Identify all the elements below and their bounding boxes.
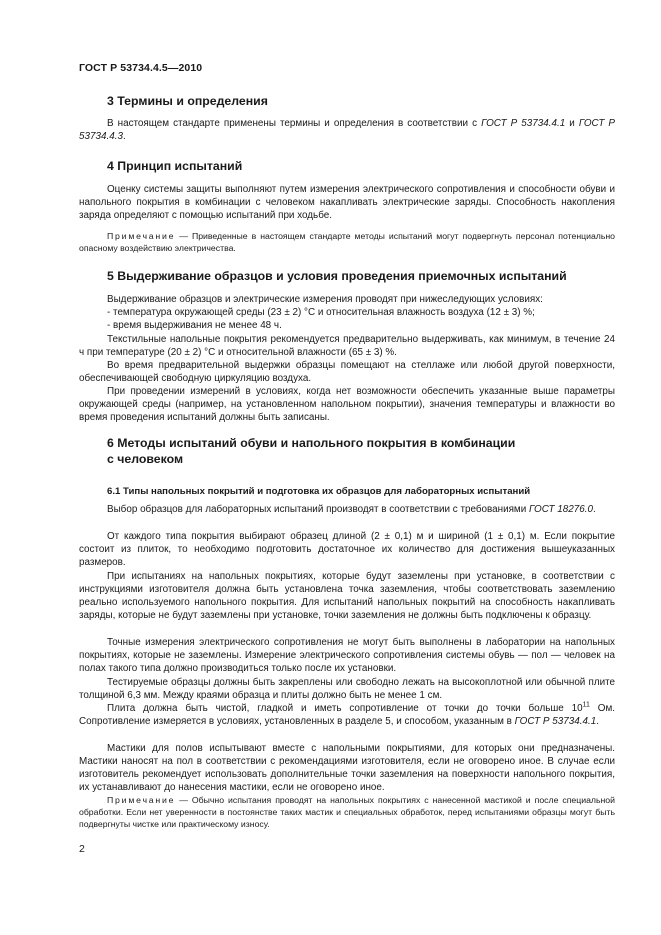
- subsection-6-1-paragraph-7: Мастики для полов испытывают вместе с напольными покрытиями, для которых они предназначены. Мастики наносят на пол в соответствии с рекомендациями изготовителя, если не оговорено иное. В случае если изготовитель рекомендует использовать дополнительные точки заземления на поверхности напольного покрытия, их устанавливают до нанесения мастики, если не оговорено иное.: [79, 743, 615, 794]
- subsection-6-1-paragraph-5: Тестируемые образцы должны быть закреплены или свободно лежать на высокоплотной или обычной плите толщиной 6,3 мм. Между краями образца и плиты должно быть не менее 1 см.: [79, 677, 615, 702]
- page-number: 2: [79, 843, 85, 855]
- section-4-heading: 4 Принцип испытаний: [107, 159, 243, 173]
- document-header: ГОСТ Р 53734.4.5—2010: [79, 62, 203, 74]
- section-3-text: В настоящем стандарте применены термины и определения в соответствии с ГОСТ Р 53734.4.1 и ГОСТ Р 53734.4.3.: [79, 118, 615, 143]
- section-5-paragraph-2: Текстильные напольные покрытия рекомендуется предварительно выдерживать, как минимум, в течение 24 ч при температуре (20 ± 2) °С и относительной влажности (65 ± 3) %.: [79, 334, 615, 359]
- section-5-list-item-2: - время выдерживания не менее 48 ч.: [107, 320, 282, 331]
- section-4-text: Оценку системы защиты выполняют путем измерения электрического сопротивления и способности обуви и напольного покрытия в комбинации с человеком накапливать электрические заряды. Способность накопления заряда определяют с помощью испытаний при ходьбе.: [79, 184, 615, 222]
- section-6-heading: 6 Методы испытаний обуви и напольного покрытия в комбинации с человеком: [107, 436, 516, 466]
- section-5-heading: 5 Выдерживание образцов и условия проведения приемочных испытаний: [107, 269, 567, 283]
- subsection-6-1-heading: 6.1 Типы напольных покрытий и подготовка их образцов для лабораторных испытаний: [107, 486, 531, 497]
- subsection-6-1-paragraph-3: При испытаниях на напольных покрытиях, которые будут заземлены при установке, в соответствии с инструкциями изготовителя должна быть установлена точка заземления, чтобы соответствовать заземлению реально используемого напольного покрытия. Для испытаний напольных покрытий на способность накапливать заряды, которые не будут заземлены при установке, точки заземления не должны быть подключены к образцу.: [79, 571, 615, 622]
- subsection-6-1-paragraph-2: От каждого типа покрытия выбирают образец длиной (2 ± 0,1) м и шириной (1 ± 0,1) м. Если покрытие состоит из плиток, то необходимо подготовить достаточное их количество для достижения вышеуказанных размеров.: [79, 531, 615, 569]
- subsection-6-1-paragraph-4: Точные измерения электрического сопротивления не могут быть выполнены в лаборатории на напольных покрытиях, которые не заземлены. Измерение электрического сопротивления системы обувь — пол — человек на полах такого типа должно производиться только после их установки.: [79, 637, 615, 675]
- subsection-6-1-paragraph-6: Плита должна быть чистой, гладкой и иметь сопротивление от точки до точки больше $10^{11}$ Ом. Сопротивление измеряется в условиях, установленных в разделе 5, и способом, указанным в ГОСТ Р 53734.4.1.: [79, 701, 615, 728]
- section-5-list-item-1: - температура окружающей среды (23 ± 2) °С и относительная влажность воздуха (12 ± 3) %;: [107, 307, 535, 318]
- section-3-heading: 3 Термины и определения: [107, 94, 268, 108]
- section-5-paragraph-3: Во время предварительной выдержки образцы помещают на стеллаже или любой другой поверхности, обеспечивающей свободную циркуляцию воздуха.: [79, 360, 615, 385]
- section-5-paragraph-4: При проведении измерений в условиях, когда нет возможности обеспечить указанные выше параметры окружающей среды (например, на установленном напольном покрытии), значения температуры и влажности во время проведения испытаний должны быть записаны.: [79, 386, 615, 424]
- section-4-note: Примечание — Приведенные в настоящем стандарте методы испытаний могут подвергнуть персонал потенциально опасному воздействию электричества.: [79, 231, 615, 254]
- section-5-intro: Выдерживание образцов и электрические измерения проводят при нижеследующих условиях:: [107, 294, 543, 305]
- subsection-6-1-paragraph-1: Выбор образцов для лабораторных испытаний производят в соответствии с требованиями ГОСТ 18276.0.: [107, 504, 596, 515]
- subsection-6-1-note: Примечание — Обычно испытания проводят на напольных покрытиях с нанесенной мастикой и после специальной обработки. Если нет уверенности в постоянстве таких мастик и специальных обработок, перед испытаниями образцы могут быть подвергнуты чистке или практическому износу.: [79, 795, 615, 830]
